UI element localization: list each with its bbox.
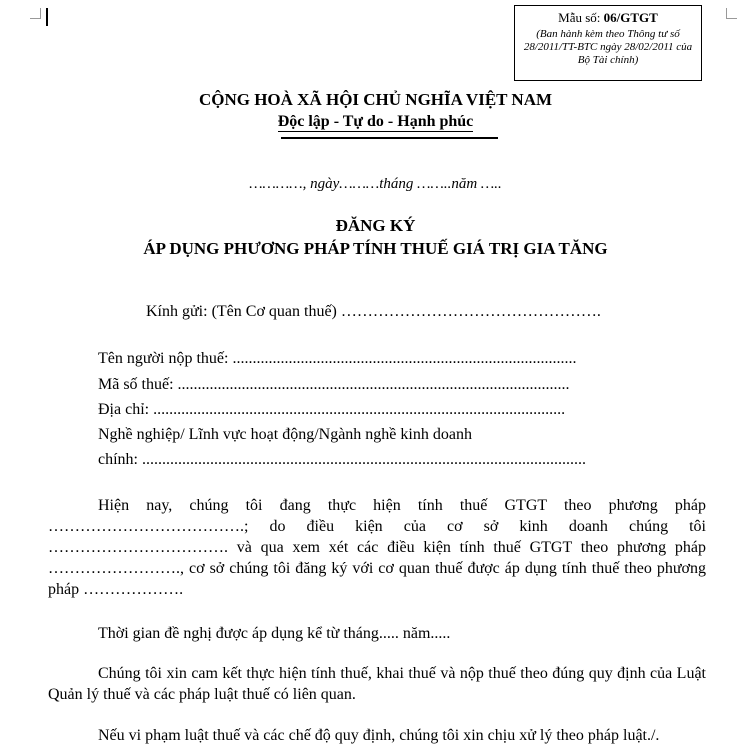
paragraph-liability xyxy=(48,725,706,746)
nation-heading: CỘNG HOÀ XÃ HỘI CHỦ NGHĨA VIỆT NAM xyxy=(198,90,553,109)
form-code-label: Mẫu số: xyxy=(558,10,604,25)
form-note: (Ban hành kèm theo Thông tư số 28/2011/TT-BTC ngày 28/02/2011 của Bộ Tài chính) xyxy=(523,28,693,66)
paragraph-method-text: Hiện nay, chúng tôi đang thực hiện tính thuế GTGT theo phương pháp ……………………………….; do điều kiện của cơ sở kinh doanh chúng tôi ……………………………. và qua xem xét các điều kiện tính thuế GTGT theo phương pháp ……………………., cơ sở chúng tôi đăng ký với cơ quan thuế được áp dụng tính thuế theo phương pháp ………………. xyxy=(48,497,706,598)
motto-rule xyxy=(281,137,498,139)
paragraph-method xyxy=(48,495,706,600)
occupation-field: Nghề nghiệp/ Lĩnh vực hoạt động/Ngành nghề kinh doanh xyxy=(98,426,472,443)
paragraph-liability-text: Nếu vi phạm luật thuế và các chế độ quy định, chúng tôi xin chịu xử lý theo pháp luật./. xyxy=(98,727,660,744)
paragraph-commitment-text: Chúng tôi xin cam kết thực hiện tính thuế, khai thuế và nộp thuế theo đúng quy định của Luật Quản lý thuế và các pháp luật thuế có liên quan. xyxy=(48,665,706,703)
page-margin-mark xyxy=(726,8,737,19)
document-subtitle: ÁP DỤNG PHƯƠNG PHÁP TÍNH THUẾ GIÁ TRỊ GIA TĂNG xyxy=(143,239,608,258)
paragraph-period-text: Thời gian đề nghị được áp dụng kể từ tháng..... năm..... xyxy=(98,625,451,642)
paragraph-commitment xyxy=(48,663,706,705)
text-cursor xyxy=(46,8,48,26)
motto xyxy=(0,113,751,131)
page-margin-mark xyxy=(30,8,41,19)
tax-code-field: Mã số thuế: .................................................................................................. xyxy=(98,376,570,393)
form-code xyxy=(515,10,701,26)
date-line: …………, ngày………tháng ……..năm ….. xyxy=(249,176,502,192)
document-title: ĐĂNG KÝ xyxy=(335,216,416,235)
address-field: Địa chỉ: ....................................................................................................... xyxy=(98,401,566,418)
form-code-value: 06/GTGT xyxy=(603,10,658,25)
addressee: Kính gửi: (Tên Cơ quan thuế) …………………………………………. xyxy=(146,303,601,320)
motto-text: Độc lập - Tự do - Hạnh phúc xyxy=(277,113,474,130)
paragraph-period xyxy=(48,623,706,644)
form-code-box xyxy=(514,5,702,81)
main-business-field: chính: ............................................................................................................... xyxy=(98,451,586,468)
taxpayer-name-field: Tên người nộp thuế: ...................................................................................... xyxy=(98,350,577,367)
